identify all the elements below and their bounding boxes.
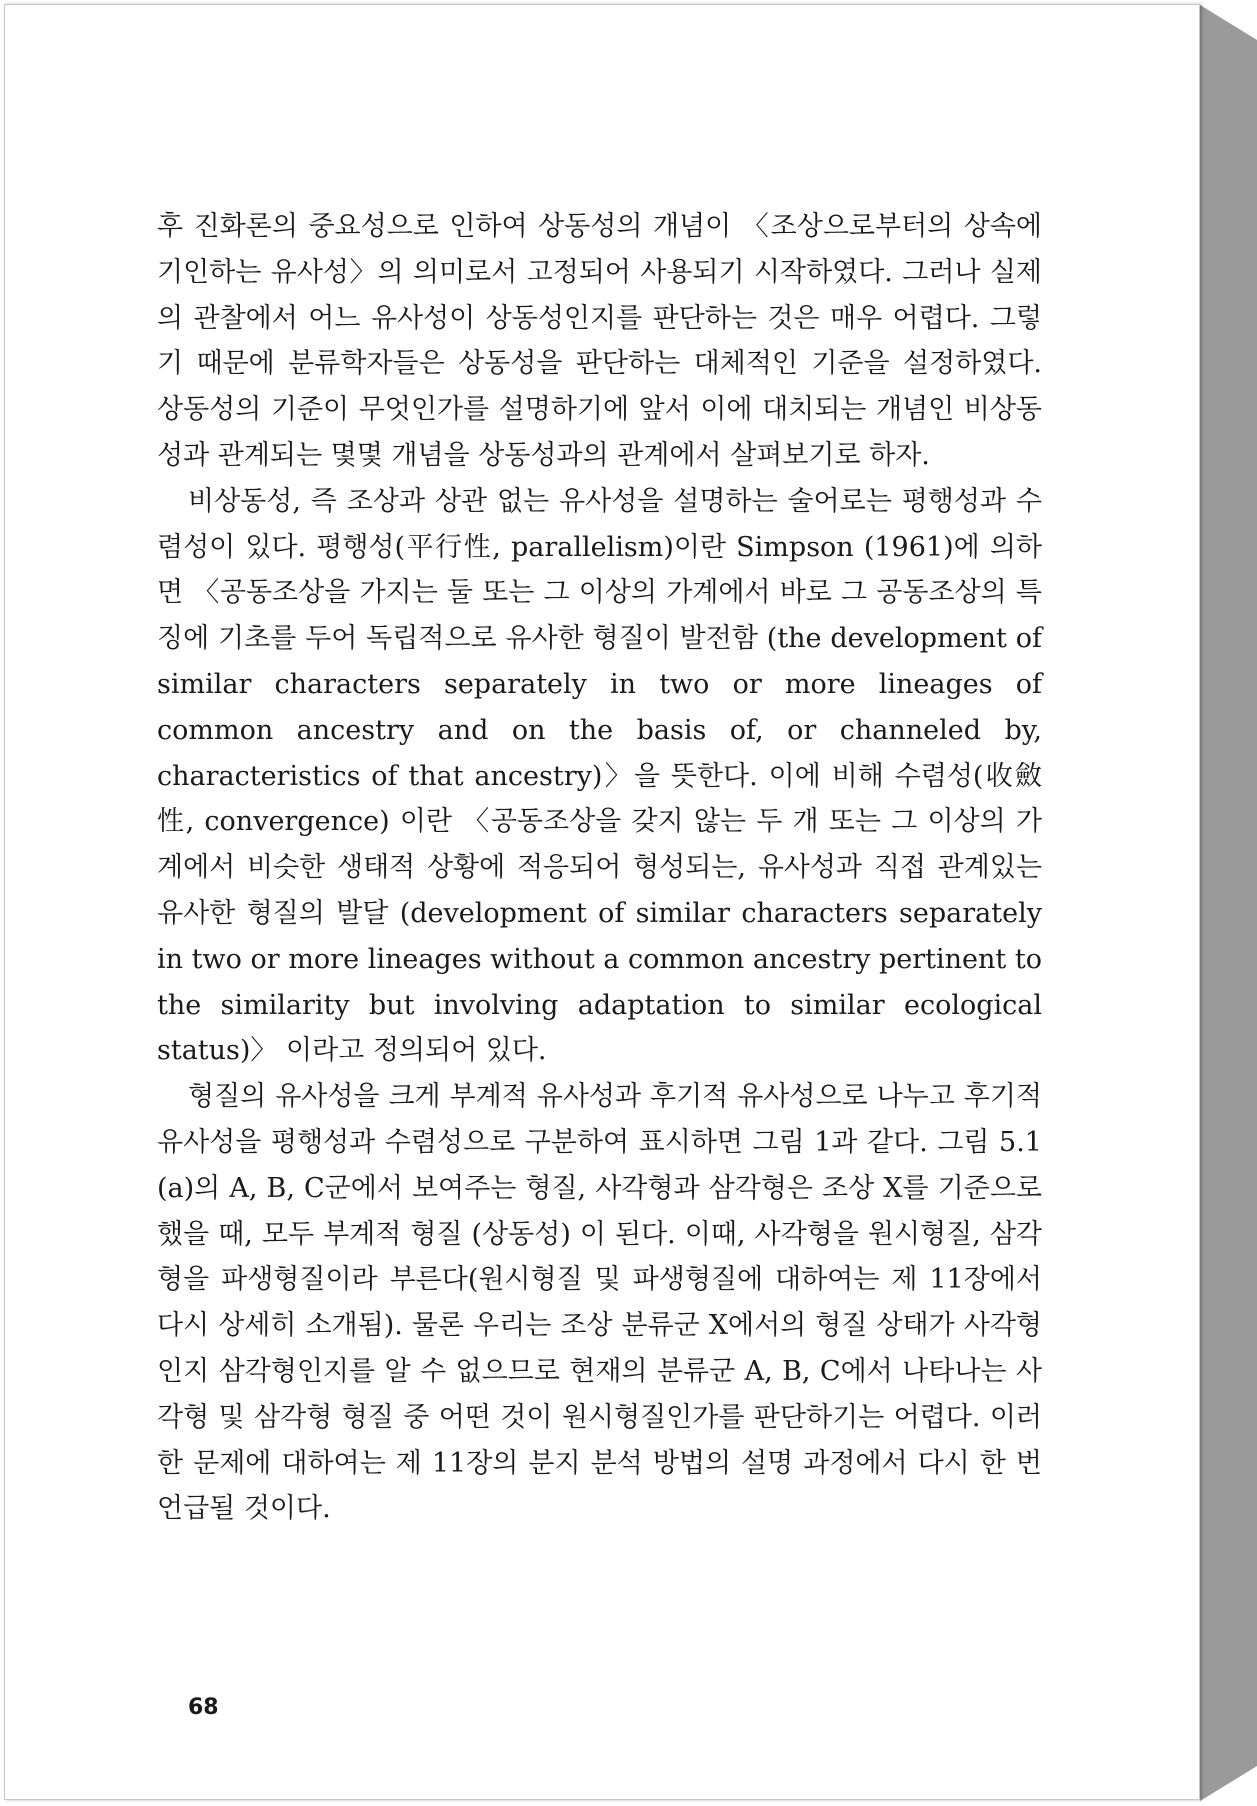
page-number: 68 <box>188 1695 219 1720</box>
paragraph-1: 후 진화론의 중요성으로 인하여 상동성의 개념이 〈조상으로부터의 상속에 기인하는 유사성〉의 의미로서 고정되어 사용되기 시작하였다. 그러나 실제의 관찰에서 어느 유사성이 상동성인지를 판단하는 것은 매우 어렵다. 그렇기 때문에 분류학자들은 상동성을 판단하는 대체적인 기준을 설정하였다. 상동성의 기준이 무엇인가를 설명하기에 앞서 이에 대치되는 개념인 비상동성과 관계되는 몇몇 개념을 상동성과의 관계에서 살펴보기로 하자. <box>157 211 1042 471</box>
paragraph-2: 비상동성, 즉 조상과 상관 없는 유사성을 설명하는 술어로는 평행성과 수렴성이 있다. 평행성(平行性, parallelism)이란 Simpson (1961)에 의하면 〈공동조상을 가지는 둘 또는 그 이상의 가계에서 바로 그 공동조상의 특징에 기초를 두어 독립적으로 유사한 형질이 발전함 (the development of similar characters separately in two or more lineages of common ancestry and on the basis of, or channeled by, characteristics of that ancestry)〉을 뜻한다. 이에 비해 수렴성(收斂性, convergence) 이란 〈공동조상을 갖지 않는 두 개 또는 그 이상의 가계에서 비슷한 생태적 상황에 적응되어 형성되는, 유사성과 직접 관계있는 유사한 형질의 발달 (development of similar characters separately in two or more lineages without a common ancestry pertinent to the similarity but involving adaptation to similar ecological status)〉 이라고 정의되어 있다. <box>157 485 1042 1067</box>
body-text <box>157 204 1042 1532</box>
book-edge-top <box>1192 0 1257 40</box>
book-edge <box>1200 0 1257 1806</box>
document-page <box>4 4 1200 1800</box>
paragraph-3: 형질의 유사성을 크게 부계적 유사성과 후기적 유사성으로 나누고 후기적 유사성을 평행성과 수렴성으로 구분하여 표시하면 그림 1과 같다. 그림 5.1 (a)의 A, B, C군에서 보여주는 형질, 사각형과 삼각형은 조상 X를 기준으로 했을 때, 모두 부계적 형질 (상동성) 이 된다. 이때, 사각형을 원시형질, 삼각형을 파생형질이라 부른다(원시형질 및 파생형질에 대하여는 제 11장에서 다시 상세히 소개됨). 물론 우리는 조상 분류군 X에서의 형질 상태가 사각형인지 삼각형인지를 알 수 없으므로 현재의 분류군 A, B, C에서 나타나는 사각형 및 삼각형 형질 중 어떤 것이 원시형질인가를 판단하기는 어렵다. 이러한 문제에 대하여는 제 11장의 분지 분석 방법의 설명 과정에서 다시 한 번 언급될 것이다. <box>157 1081 1042 1525</box>
book-edge-bottom <box>1192 1766 1257 1806</box>
